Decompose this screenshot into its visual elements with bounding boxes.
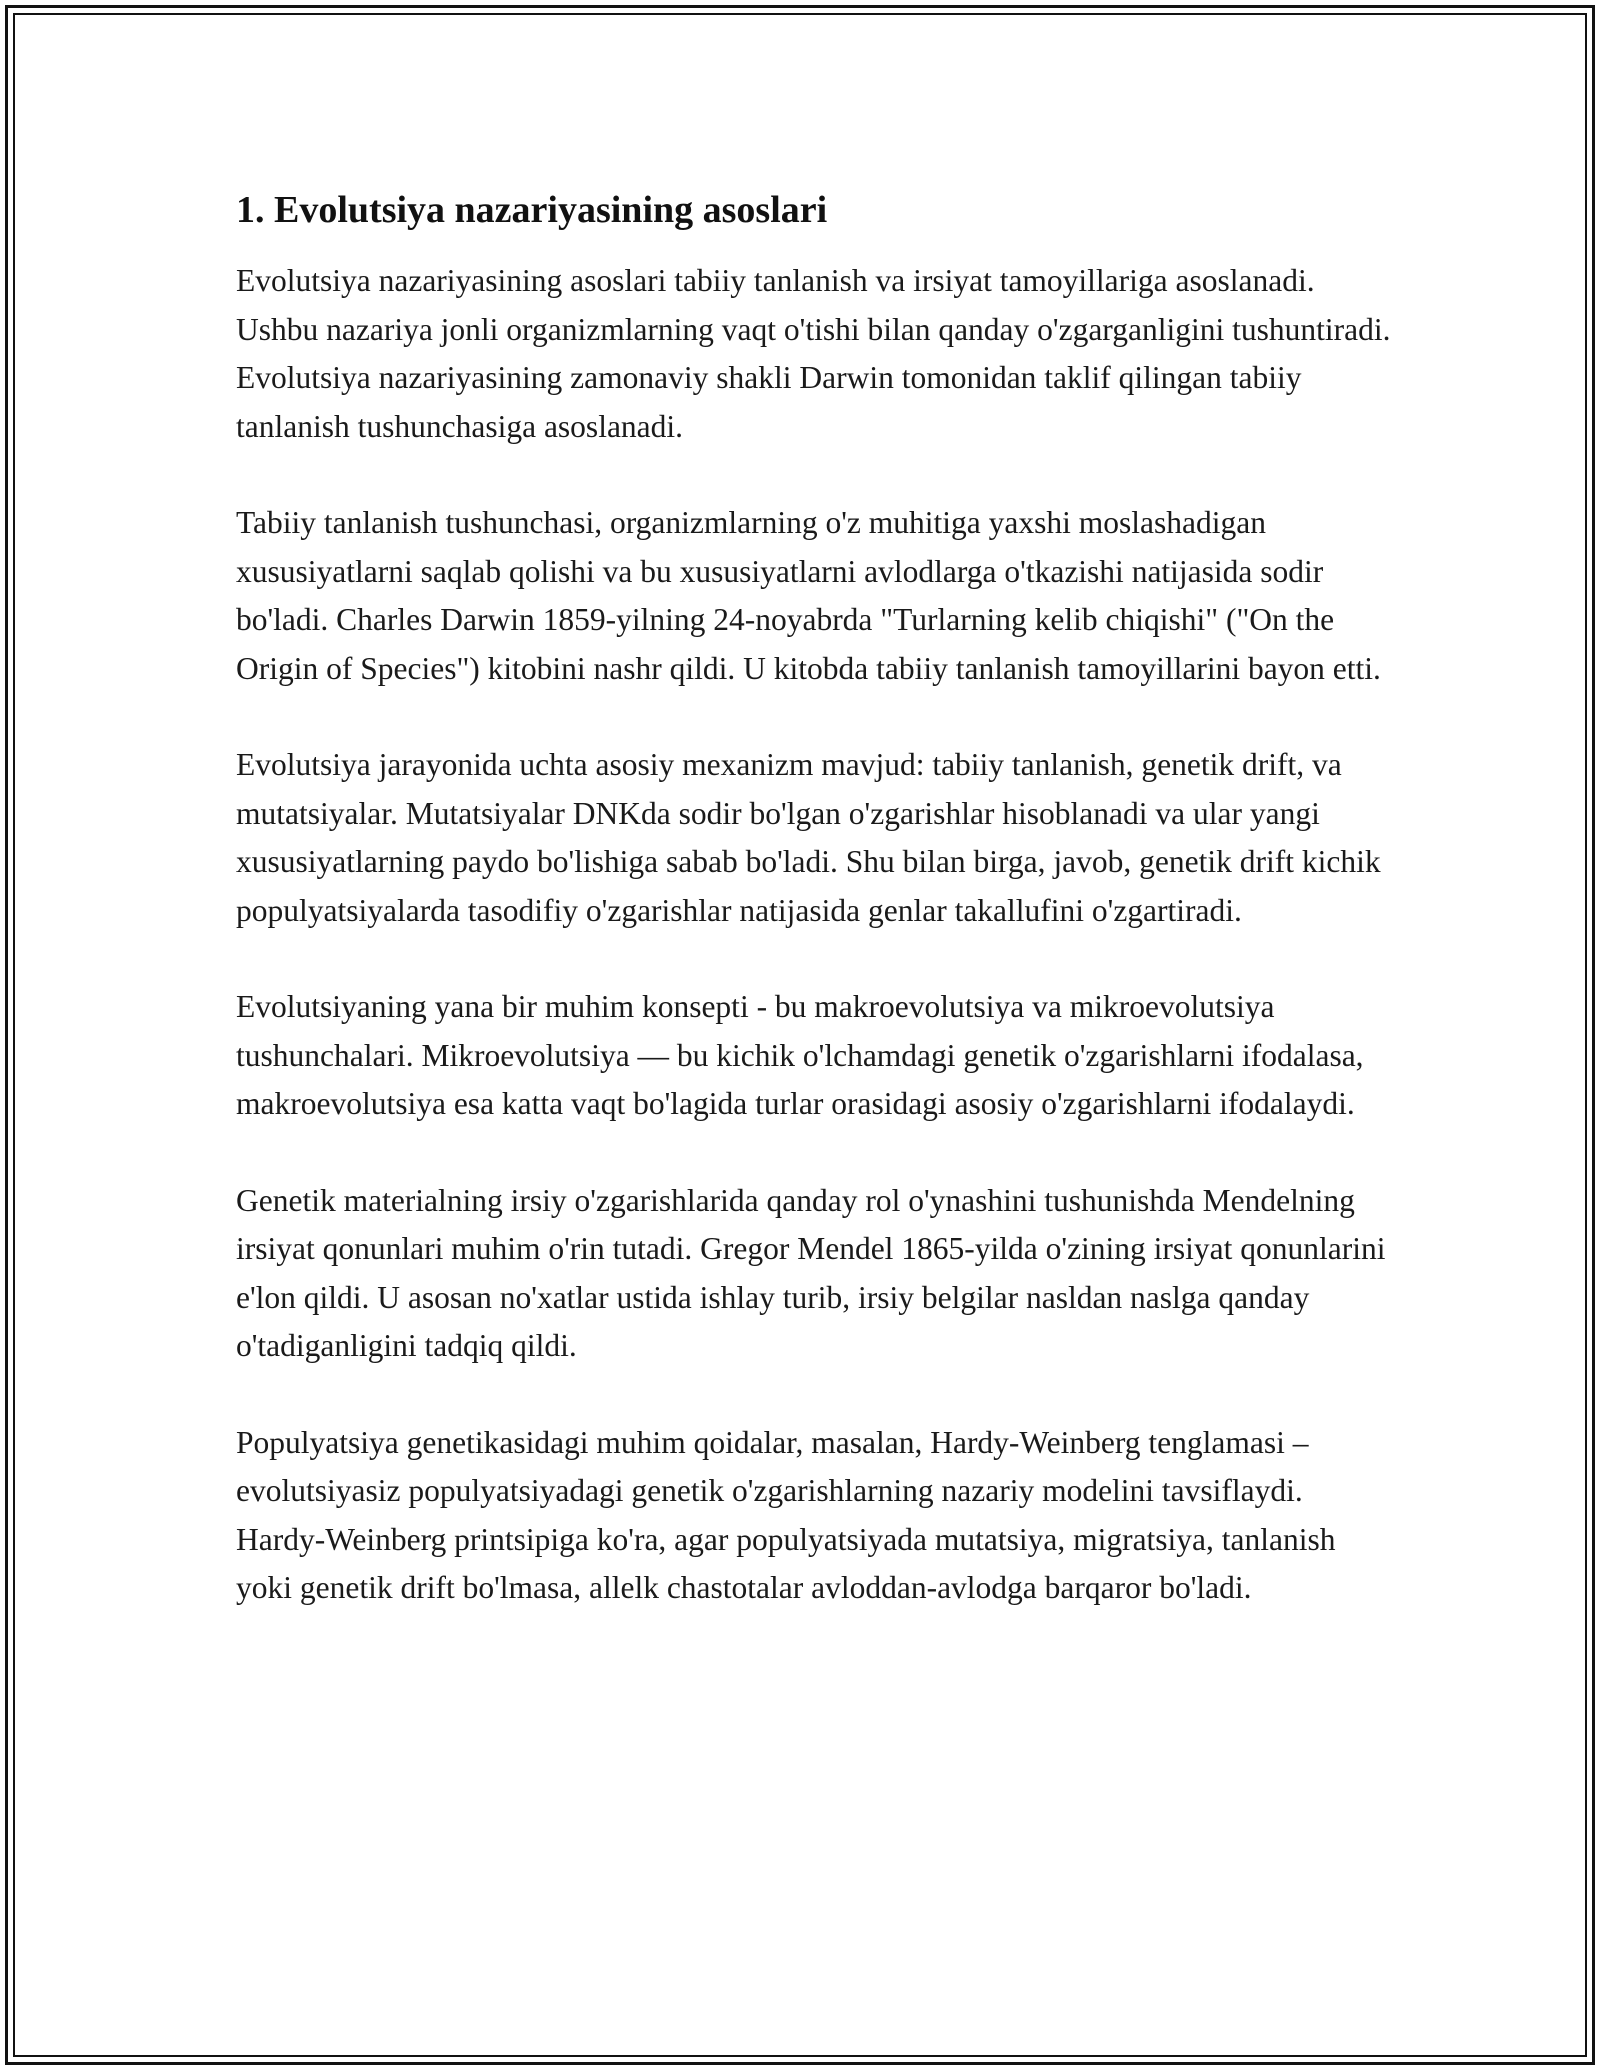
paragraph-6: Populyatsiya genetikasidagi muhim qoidalar, masalan, Hardy-Weinberg tenglamasi – evolutsiyasiz populyatsiyadagi genetik o'zgarishlarning nazariy modelini tavsiflaydi. Hardy-Weinberg printsipiga ko'ra, agar populyatsiyada mutatsiya, migratsiya, tanlanish yoki genetik drift bo'lmasa, allelk chastotalar avloddan-avlodga barqaror bo'ladi. [236, 1424, 1336, 1605]
document-body [236, 185, 1396, 1661]
paragraph-2: Tabiiy tanlanish tushunchasi, organizmlarning o'z muhitiga yaxshi moslashadigan xususiyatlarni saqlab qolishi va bu xususiyatlarni avlodlarga o'tkazishi natijasida sodir bo'ladi. Charles Darwin 1859-yilning 24-noyabrda "Turlarning kelib chiqishi" ("On the Origin of Species") kitobini nashr qildi. U kitobda tabiiy tanlanish tamoyillarini bayon etti. [236, 505, 1381, 686]
paragraph-1: Evolutsiya nazariyasining asoslari tabiiy tanlanish va irsiyat tamoyillariga asoslanadi. Ushbu nazariya jonli organizmlarning vaqt o'tishi bilan qanday o'zgarganligini tushuntiradi. Evolutsiya nazariyasining zamonaviy shakli Darwin tomonidan taklif qilingan tabiiy tanlanish tushunchasiga asoslanadi. [236, 263, 1391, 444]
paragraph-5: Genetik materialning irsiy o'zgarishlarida qanday rol o'ynashini tushunishda Mendelning irsiyat qonunlari muhim o'rin tutadi. Gregor Mendel 1865-yilda o'zining irsiyat qonunlarini e'lon qildi. U asosan no'xatlar ustida ishlay turib, irsiy belgilar nasldan naslga qanday o'tadiganligini tadqiq qildi. [236, 1182, 1386, 1363]
paragraph-3: Evolutsiya jarayonida uchta asosiy mexanizm mavjud: tabiiy tanlanish, genetik drift, va mutatsiyalar. Mutatsiyalar DNKda sodir bo'lgan o'zgarishlar hisoblanadi va ular yangi xususiyatlarning paydo bo'lishiga sabab bo'ladi. Shu bilan birga, javob, genetik drift kichik populyatsiyalarda tasodifiy o'zgarishlar natijasida genlar takallufini o'zgartiradi. [236, 747, 1381, 928]
paragraph-4: Evolutsiyaning yana bir muhim konsepti - bu makroevolutsiya va mikroevolutsiya tushunchalari. Mikroevolutsiya — bu kichik o'lchamdagi genetik o'zgarishlarni ifodalasa, makroevolutsiya esa katta vaqt bo'lagida turlar orasidagi asosiy o'zgarishlarni ifodalaydi. [236, 989, 1364, 1121]
section-heading: 1. Evolutsiya nazariyasining asoslari [236, 189, 828, 231]
